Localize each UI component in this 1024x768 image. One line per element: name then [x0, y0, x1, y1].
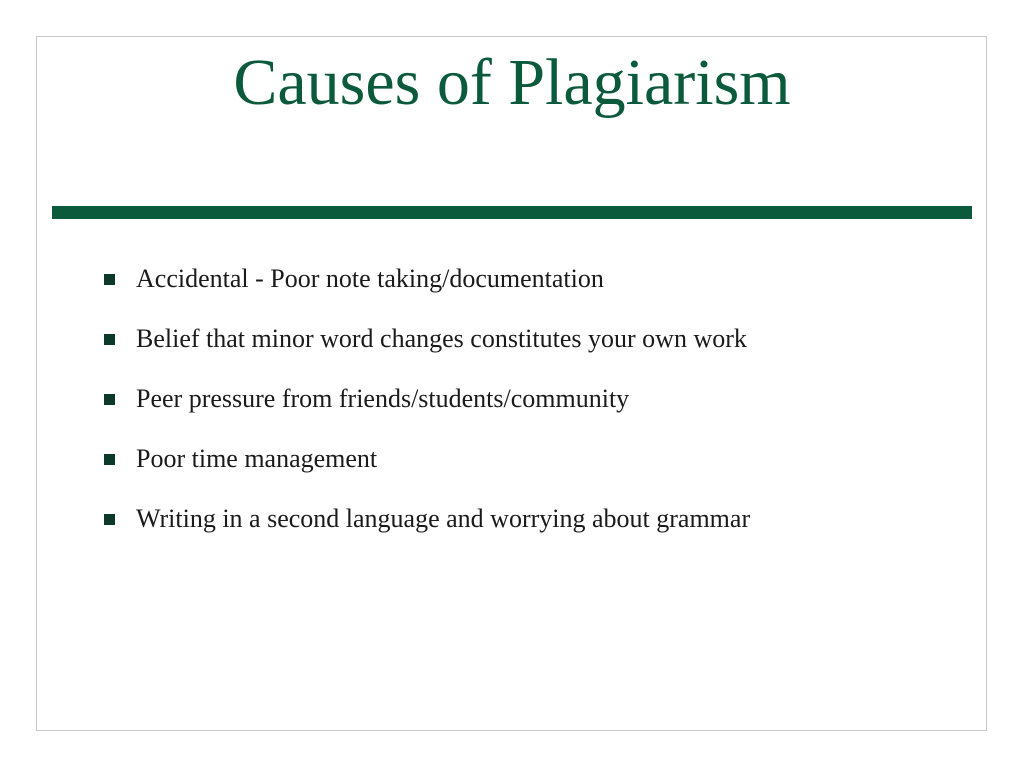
bullet-text: Writing in a second language and worrying about grammar: [136, 504, 751, 533]
list-item: [104, 438, 964, 498]
square-bullet-icon: [104, 274, 115, 285]
title-divider: [52, 206, 972, 219]
list-item: [104, 258, 964, 318]
bullet-text: Belief that minor word changes constitutes your own work: [136, 324, 747, 353]
bullet-list: [104, 258, 964, 558]
square-bullet-icon: [104, 334, 115, 345]
list-item: [104, 498, 964, 558]
square-bullet-icon: [104, 454, 115, 465]
square-bullet-icon: [104, 514, 115, 525]
bullet-text: Poor time management: [136, 444, 378, 473]
bullet-text: Peer pressure from friends/students/community: [136, 384, 630, 413]
list-item: [104, 318, 964, 378]
list-item: [104, 378, 964, 438]
slide-title: Causes of Plagiarism: [233, 46, 791, 119]
bullet-text: Accidental - Poor note taking/documentation: [136, 264, 604, 293]
square-bullet-icon: [104, 394, 115, 405]
